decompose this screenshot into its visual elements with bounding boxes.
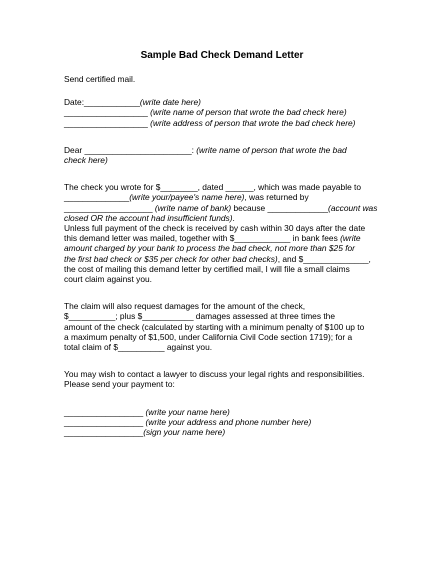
salutation-line <box>64 145 380 155</box>
demand-line-3 <box>64 203 380 213</box>
demand-line-4 <box>64 213 380 223</box>
demand-line-2 <box>64 192 380 202</box>
signature-address-line <box>64 417 380 427</box>
send-note: Send certified mail. <box>64 74 136 84</box>
bank-fees-hint: (write <box>340 233 361 244</box>
bank-fees-text: this demand letter was mailed, together with $____________ in bank fees <box>64 233 338 244</box>
damages-line-4: a maximum penalty of $1,500, under California Civil Code section 1719); for a <box>64 331 353 342</box>
damages-line-3: amount of the check (calculated by starting with a minimum penalty of $100 up to <box>64 321 365 332</box>
damages-line-1: The claim will also request damages for the amount of the check, <box>64 301 306 312</box>
damages-line-5: total claim of $__________ against you. <box>64 342 213 353</box>
paragraph-lawyer <box>64 369 380 389</box>
demand-line-2-tail: , was returned by <box>244 192 309 203</box>
recipient-name-hint: (write name of person that wrote the bad check here) <box>150 107 347 118</box>
bank-fees-hint-continued: amount charged by your bank to process the bad check, not more than $25 for <box>64 243 355 254</box>
signature-sign-hint: (sign your name here) <box>143 427 226 438</box>
reason-hint: (account was <box>328 202 378 213</box>
demand-line-8 <box>64 254 380 264</box>
bank-fees-hint-end: the first bad check or $35 per check for other bad checks) <box>64 253 278 264</box>
recipient-name-blank: __________________ <box>64 107 148 118</box>
signature-name-blank: _________________ <box>64 406 144 417</box>
signature-address-hint: (write your address and phone number here) <box>145 416 312 427</box>
signature-sign-blank: _________________ <box>64 427 144 438</box>
demand-line-1: The check you wrote for $________, dated ______, which was made payable to <box>64 182 362 193</box>
paragraph-demand <box>64 182 380 284</box>
signature-name-hint: (write your name here) <box>145 406 230 417</box>
recipient-address-line <box>64 118 380 128</box>
salutation <box>64 145 380 165</box>
demand-line-9: the cost of mailing this demand letter by certified mail, I will file a small claims <box>64 263 350 274</box>
recipient-name-line <box>64 107 380 117</box>
signature-name-line <box>64 407 380 417</box>
signature-block <box>64 407 380 438</box>
payee-hint: (write your/payee's name here) <box>129 192 245 203</box>
recipient-address-blank: __________________ <box>64 117 148 128</box>
signature-sign-line <box>64 427 380 437</box>
page-title: Sample Bad Check Demand Letter <box>140 50 304 61</box>
lawyer-line-1: You may wish to contact a lawyer to discuss your legal rights and responsibilities. <box>64 369 365 380</box>
date-line <box>64 97 380 107</box>
lawyer-line-2: Please send your payment to: <box>64 379 175 390</box>
salutation-dear: Dear _______________________: <box>64 144 194 155</box>
payee-blank: ______________ <box>64 192 130 203</box>
recipient-address-hint: (write address of person that wrote the bad check here) <box>150 117 356 128</box>
bank-blank: ___________________ <box>64 202 153 213</box>
demand-line-4-tail: . <box>232 212 235 223</box>
date-hint: (write date here) <box>139 97 201 108</box>
demand-line-5: Unless full payment of the check is received by cash within 30 days after the date <box>64 223 366 234</box>
salutation-hint: (write name of person that wrote the bad <box>196 144 347 155</box>
bank-hint: (write name of bank) <box>154 202 232 213</box>
salutation-hint-continued: check here) <box>64 155 108 166</box>
reason-hint-continued: closed OR the account had insufficient funds) <box>64 212 233 223</box>
demand-line-6 <box>64 233 380 243</box>
paragraph-damages <box>64 301 380 352</box>
date-blank: Date:____________ <box>64 97 140 108</box>
demand-line-10: court claim against you. <box>64 274 152 285</box>
header-block <box>64 97 380 128</box>
damages-line-2: $__________; plus $___________ damages assessed at three times the <box>64 311 335 322</box>
reason-blank: because _____________ <box>233 202 329 213</box>
mailing-cost-blank: , and $______________, <box>277 253 371 264</box>
signature-address-blank: _________________ <box>64 416 144 427</box>
